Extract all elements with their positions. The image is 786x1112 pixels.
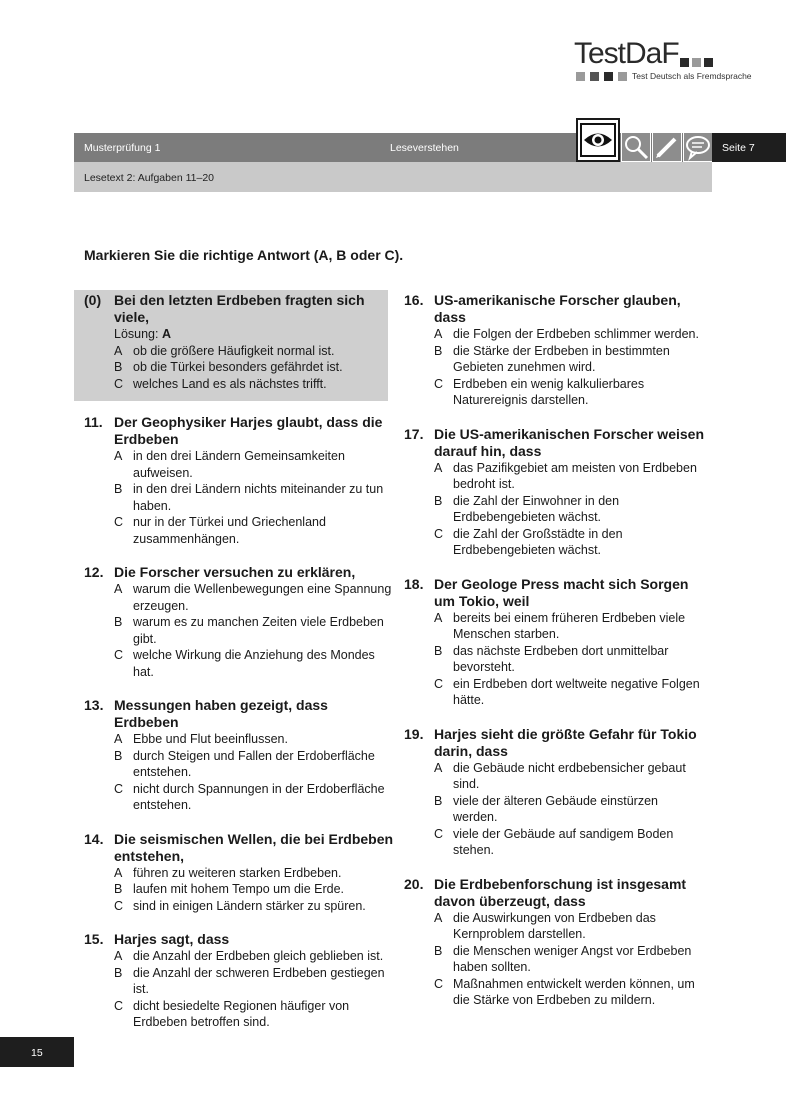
solution (114, 326, 394, 343)
option-letter: B (434, 643, 443, 658)
question-number: 20. (404, 875, 424, 892)
option-text: nicht durch Spannungen in der Erdoberfläche entstehen. (133, 781, 385, 812)
option-letter: C (114, 781, 124, 796)
question-text: Die US-amerikanischen Forscher weisen darauf hin, dass (434, 425, 704, 459)
option-letter: A (114, 949, 123, 963)
question-17 (404, 426, 704, 559)
option (114, 898, 394, 915)
option-text: ob die Türkei besonders gefährdet ist. (133, 360, 343, 374)
option-text: welche Wirkung die Anziehung des Mondes hat. (133, 648, 375, 679)
option (114, 448, 394, 481)
option-letter: C (114, 515, 124, 529)
question-number: 13. (84, 697, 104, 713)
option (434, 760, 704, 793)
option-text: die Menschen weniger Angst vor Erdbeben haben sollten. (453, 943, 692, 974)
option (114, 359, 394, 376)
option-text: durch Steigen und Fallen der Erdoberfläche entstehen. (133, 748, 375, 779)
question-text: Der Geophysiker Harjes glaubt, dass die Erdbeben (114, 414, 383, 447)
option (114, 881, 394, 898)
option-letter: A (434, 327, 443, 341)
option (114, 343, 394, 360)
option-text: die Stärke der Erdbeben in bestimmten Gebieten zunehmen wird. (453, 343, 670, 374)
testdaf-logo (574, 38, 764, 86)
eye-icon (576, 118, 620, 162)
option-letter: B (114, 615, 123, 629)
logo-word: TestDaF (574, 37, 679, 70)
exam-title: Musterprüfung 1 (84, 142, 161, 154)
option-letter: C (434, 826, 444, 841)
question-number: 19. (404, 725, 424, 742)
option-text: die Zahl der Einwohner in den Erdbebengebieten wächst. (453, 493, 620, 524)
option-letter: B (434, 943, 443, 958)
page-number: 15 (0, 1037, 74, 1067)
option (114, 748, 394, 781)
question-number: 11. (84, 414, 103, 430)
option (434, 343, 704, 376)
section-title: Leseverstehen (390, 142, 459, 154)
question-number: 12. (84, 564, 104, 580)
left-column (84, 292, 394, 1048)
question-number: 14. (84, 830, 104, 847)
question-text: Die seismischen Wellen, die bei Erdbeben entstehen, (114, 830, 394, 864)
option (434, 376, 704, 409)
option-letter: A (434, 760, 443, 775)
option-letter: C (114, 376, 124, 391)
option (114, 581, 394, 614)
magnifier-icon (621, 132, 651, 162)
option-text: das Pazifikgebiet am meisten von Erdbeben bedroht ist. (453, 460, 697, 491)
logo-square (618, 72, 627, 81)
option-text: die Folgen der Erdbeben schlimmer werden. (453, 327, 699, 341)
option-letter: A (434, 610, 443, 625)
option-letter: C (114, 998, 124, 1013)
question-20 (404, 876, 704, 1009)
question-text: Der Geologe Press macht sich Sorgen um Tokio, weil (434, 575, 689, 609)
logo-square (590, 72, 599, 81)
option-text: welches Land es als nächstes trifft. (133, 376, 327, 391)
option-text: nur in der Türkei und Griechenland zusammenhängen. (133, 515, 326, 546)
option-letter: C (114, 648, 124, 662)
question-text: US-amerikanische Forscher glauben, dass (434, 292, 681, 325)
question-number: 17. (404, 425, 424, 442)
option (114, 614, 394, 647)
logo-square (604, 72, 613, 81)
option-text: das nächste Erdbeben dort unmittelbar bevorsteht. (453, 643, 669, 674)
option-letter: A (114, 732, 123, 746)
option (434, 643, 704, 676)
question-15 (84, 931, 394, 1031)
option-letter: A (114, 343, 123, 358)
option-letter: B (434, 793, 443, 808)
option-letter: B (114, 482, 123, 496)
question-text: Harjes sieht die größte Gefahr für Tokio darin, dass (434, 725, 697, 759)
option-letter: B (114, 360, 123, 374)
option-letter: C (434, 976, 444, 991)
subheader-bar: Lesetext 2: Aufgaben 11–20 (74, 162, 712, 192)
question-18 (404, 576, 704, 709)
option-letter: A (114, 449, 123, 463)
option (114, 481, 394, 514)
question-text: Harjes sagt, dass (114, 931, 230, 947)
question-16 (404, 292, 704, 409)
option-text: viele der älteren Gebäude einstürzen werden. (453, 793, 658, 824)
option (434, 793, 704, 826)
option-text: ob die größere Häufigkeit normal ist. (133, 343, 335, 358)
option (434, 493, 704, 526)
option-letter: B (114, 748, 123, 763)
option-text: Erdbeben ein wenig kalkulierbares Naturereignis darstellen. (453, 376, 645, 407)
option-letter: A (434, 460, 443, 475)
option-text: dicht besiedelte Regionen häufiger von Erdbeben betroffen sind. (133, 998, 350, 1029)
question-number: 16. (404, 292, 424, 308)
solution-label: Lösung: (114, 327, 162, 341)
option (114, 965, 394, 998)
logo-square (704, 58, 713, 67)
option (434, 910, 704, 943)
option-letter: B (434, 343, 443, 358)
question-text: Die Erdbebenforschung ist insgesamt davon überzeugt, dass (434, 875, 687, 909)
example-question (84, 292, 394, 392)
question-text: Messungen haben gezeigt, dass Erdbeben (114, 697, 328, 730)
instruction: Markieren Sie die richtige Antwort (A, B oder C). (84, 247, 404, 263)
question-number: 15. (84, 931, 104, 947)
option-text: in den drei Ländern Gemeinsamkeiten aufweisen. (133, 449, 345, 480)
option (434, 826, 704, 859)
question-19 (404, 726, 704, 859)
right-column (404, 292, 704, 1026)
option-text: die Gebäude nicht erdbebensicher gebaut sind. (453, 760, 686, 791)
option (114, 647, 394, 680)
option-text: laufen mit hohem Tempo um die Erde. (133, 882, 344, 896)
option (434, 676, 704, 709)
option-letter: C (434, 676, 444, 691)
option-letter: C (434, 526, 444, 541)
option (114, 865, 394, 882)
option-text: in den drei Ländern nichts miteinander zu tun haben. (133, 482, 384, 513)
option-text: ein Erdbeben dort weltweite negative Folgen hätte. (453, 676, 700, 707)
option-text: viele der Gebäude auf sandigem Boden stehen. (453, 826, 674, 857)
option (114, 781, 394, 814)
option-text: Maßnahmen entwickelt werden können, um die Stärke von Erdbeben zu mildern. (453, 976, 695, 1007)
question-14 (84, 831, 394, 915)
option-text: warum es zu manchen Zeiten viele Erdbeben gibt. (133, 615, 384, 646)
option-text: die Anzahl der Erdbeben gleich geblieben ist. (133, 949, 384, 963)
option-letter: C (114, 898, 124, 913)
option-text: führen zu weiteren starken Erdbeben. (133, 865, 342, 880)
option-text: die Anzahl der schweren Erdbeben gestiegen ist. (133, 965, 385, 996)
logo-square (680, 58, 689, 67)
option (434, 976, 704, 1009)
logo-square (576, 72, 585, 81)
option-text: warum die Wellenbewegungen eine Spannung erzeugen. (133, 582, 392, 613)
question-text: Bei den letzten Erdbeben fragten sich viele, (114, 292, 365, 325)
question-number: 18. (404, 575, 424, 592)
option-letter: B (114, 882, 123, 896)
option-text: Ebbe und Flut beeinflussen. (133, 732, 288, 746)
option (114, 948, 394, 965)
section-icons (576, 118, 713, 164)
option (114, 731, 394, 748)
option (114, 376, 394, 393)
option (434, 460, 704, 493)
option-text: bereits bei einem früheren Erdbeben viele Menschen starben. (453, 610, 686, 641)
option-text: die Zahl der Großstädte in den Erdbebengebieten wächst. (453, 526, 623, 557)
option (114, 998, 394, 1031)
question-number: (0) (84, 292, 102, 308)
question-11 (84, 414, 394, 547)
speech-bubble-icon (683, 132, 713, 162)
solution-value: A (161, 327, 171, 341)
pencil-icon (652, 132, 682, 162)
question-12 (84, 564, 394, 680)
question-text: Die Forscher versuchen zu erklären, (114, 564, 356, 580)
logo-tagline: Test Deutsch als Fremdsprache (632, 71, 752, 81)
option-letter: A (434, 910, 443, 925)
option-text: sind in einigen Ländern stärker zu spüren. (133, 898, 366, 913)
option-text: die Auswirkungen von Erdbeben das Kernproblem darstellen. (453, 910, 656, 941)
logo-square (692, 58, 701, 67)
option (434, 610, 704, 643)
option (434, 943, 704, 976)
option-letter: A (114, 582, 123, 596)
option-letter: A (114, 865, 123, 880)
question-13 (84, 697, 394, 814)
option-letter: B (434, 493, 443, 508)
page-label: Seite 7 (712, 133, 786, 162)
option (434, 526, 704, 559)
option-letter: B (114, 965, 123, 980)
option (114, 514, 394, 547)
option-letter: C (434, 376, 444, 391)
option (434, 326, 704, 343)
